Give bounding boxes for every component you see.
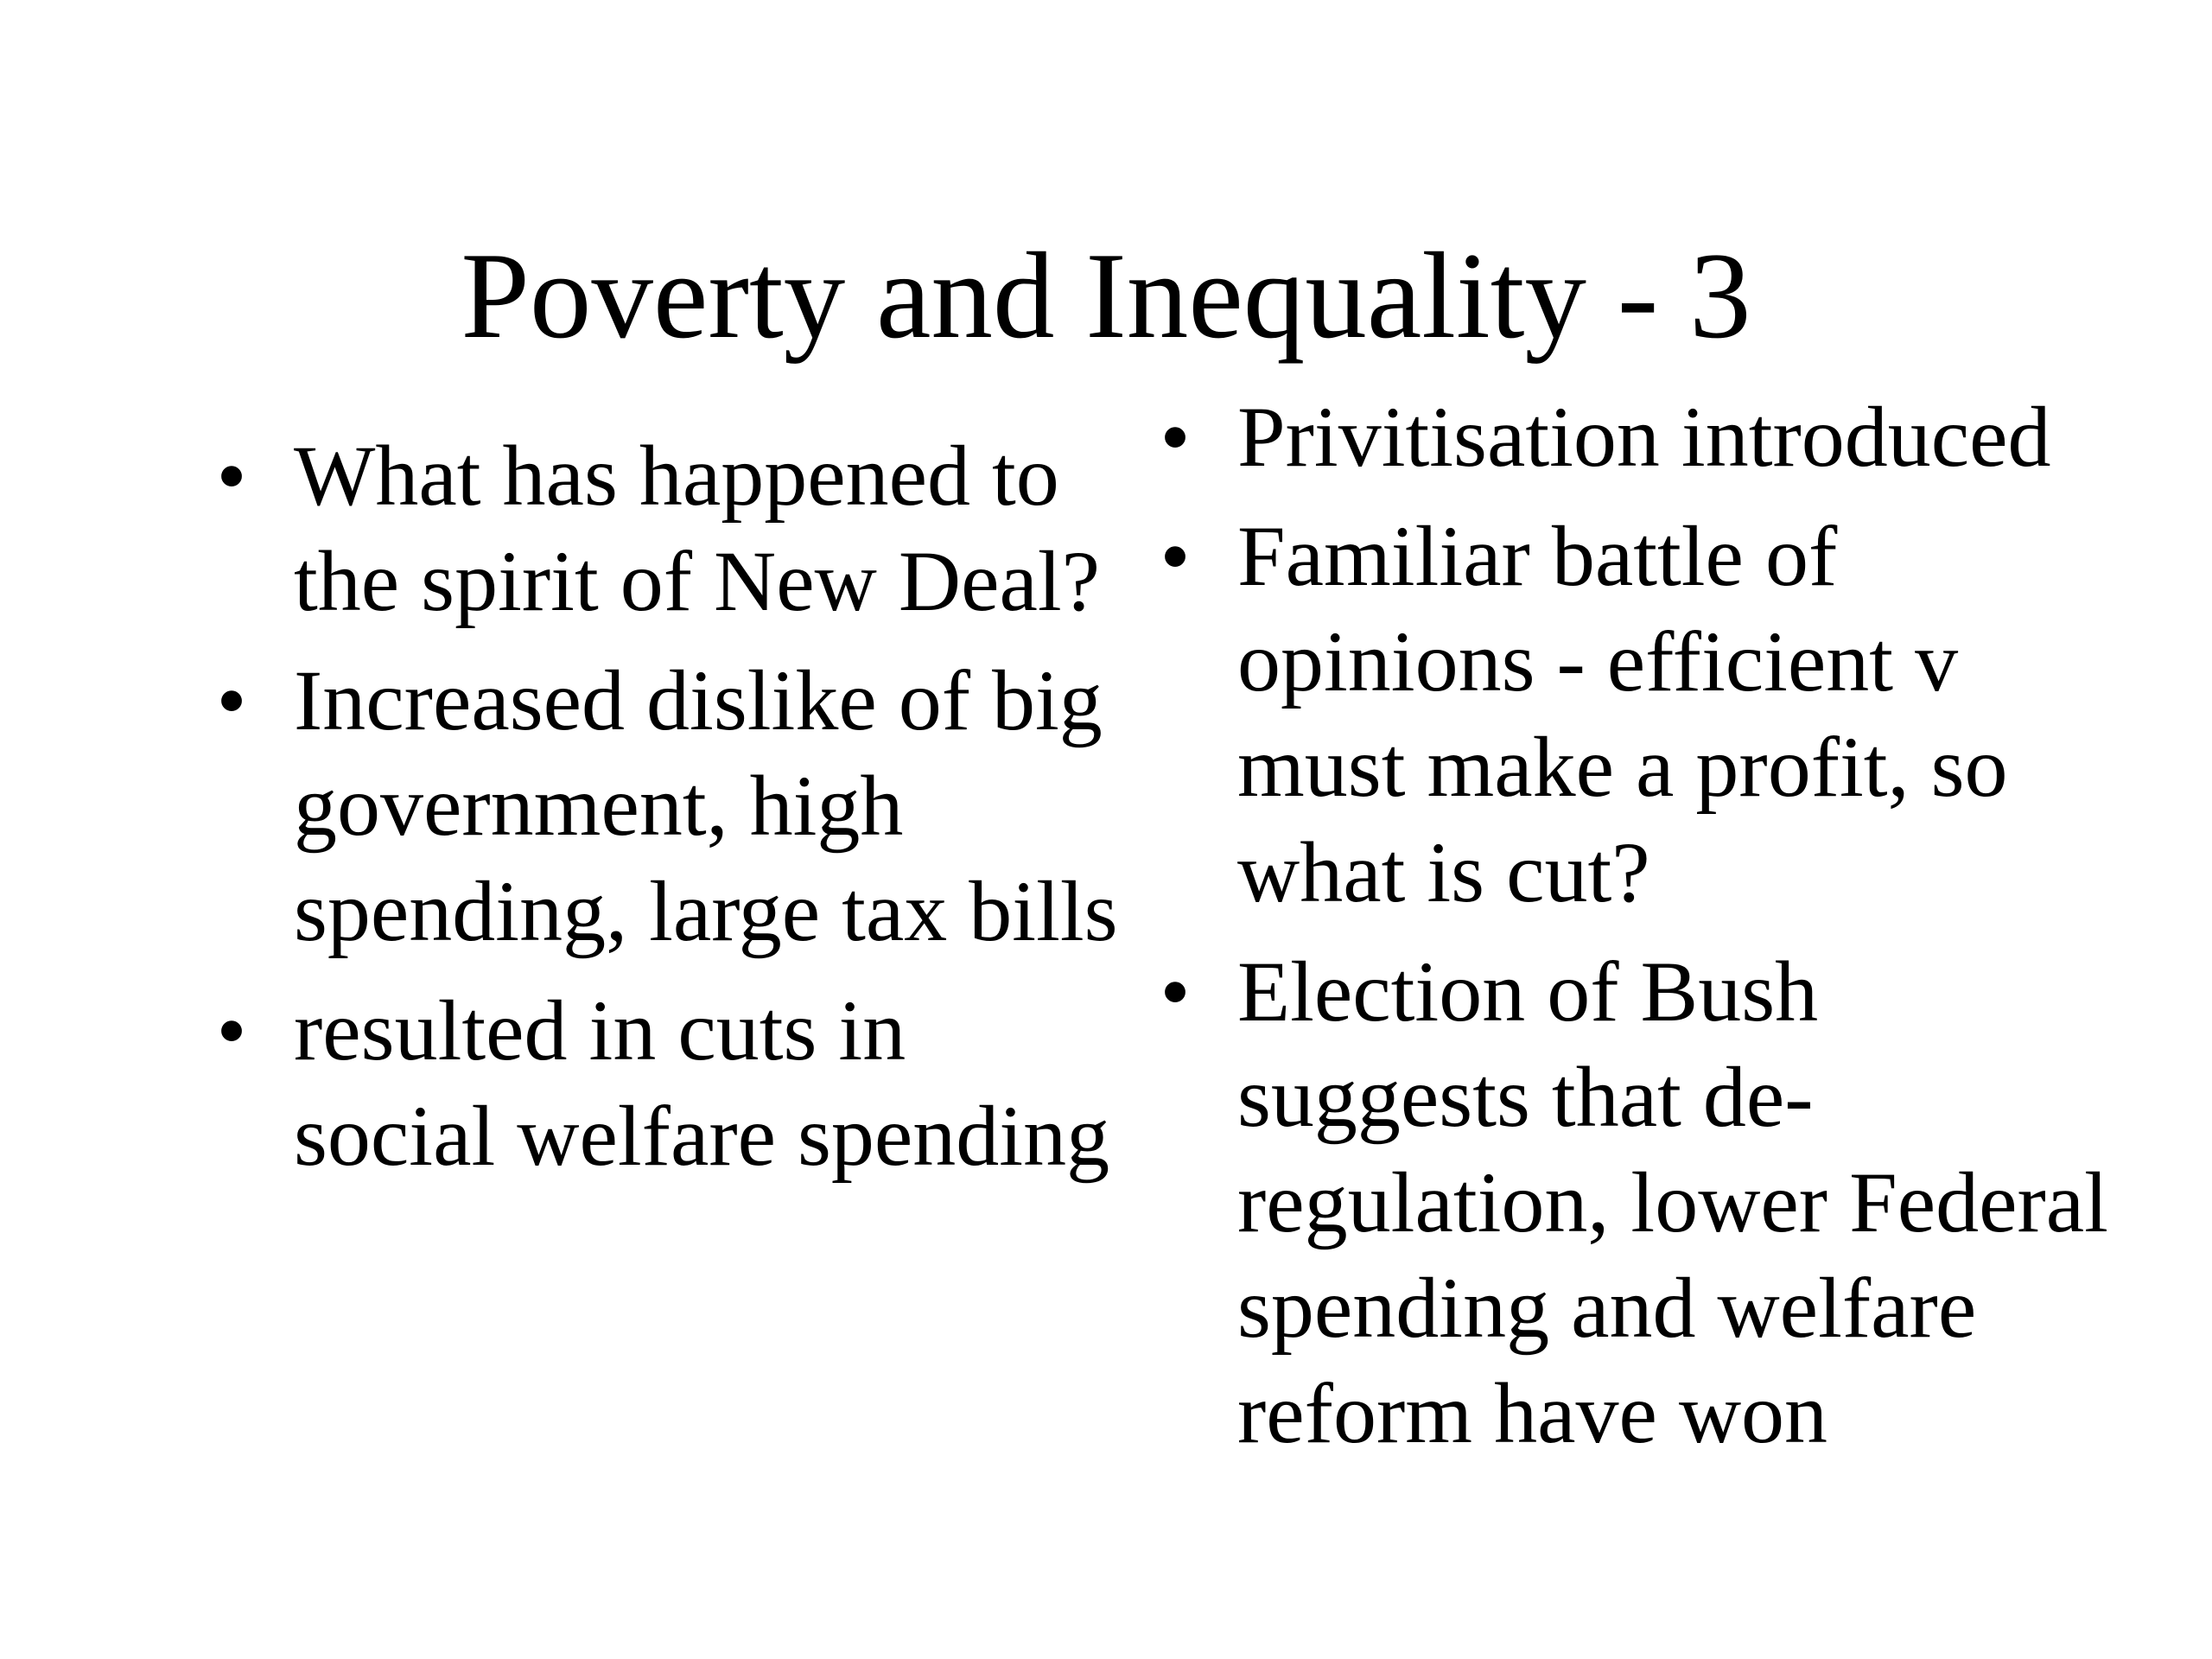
bullet-icon: •: [216, 652, 247, 748]
bullet-item: [1149, 504, 2108, 925]
bullet-icon: •: [1160, 508, 1191, 604]
left-bullet-list: [206, 423, 1122, 1203]
bullet-text: resulted in cuts in social welfare spending: [294, 982, 1110, 1184]
bullet-item: [206, 423, 1122, 634]
bullet-icon: •: [216, 428, 247, 524]
bullet-item: [206, 978, 1122, 1189]
bullet-text: Increased dislike of big government, high spending, large tax bills: [294, 652, 1118, 959]
bullet-item: [1149, 385, 2108, 490]
bullet-icon: •: [1160, 944, 1191, 1039]
bullet-item: [1149, 939, 2108, 1466]
bullet-text: Familiar battle of opinions - efficient v must make a profit, so what is cut?: [1237, 508, 2008, 920]
right-bullet-list: [1149, 385, 2108, 1480]
bullet-icon: •: [216, 982, 247, 1078]
bullet-text: Election of Bush suggests that de-regulation, lower Federal spending and welfare reform have won: [1237, 944, 2108, 1461]
bullet-icon: •: [1160, 389, 1191, 485]
bullet-text: Privitisation introduced: [1237, 389, 2051, 485]
bullet-item: [206, 648, 1122, 964]
bullet-text: What has happened to the spirit of New Deal?: [294, 428, 1101, 629]
slide-title: Poverty and Inequality - 3: [461, 227, 1751, 364]
